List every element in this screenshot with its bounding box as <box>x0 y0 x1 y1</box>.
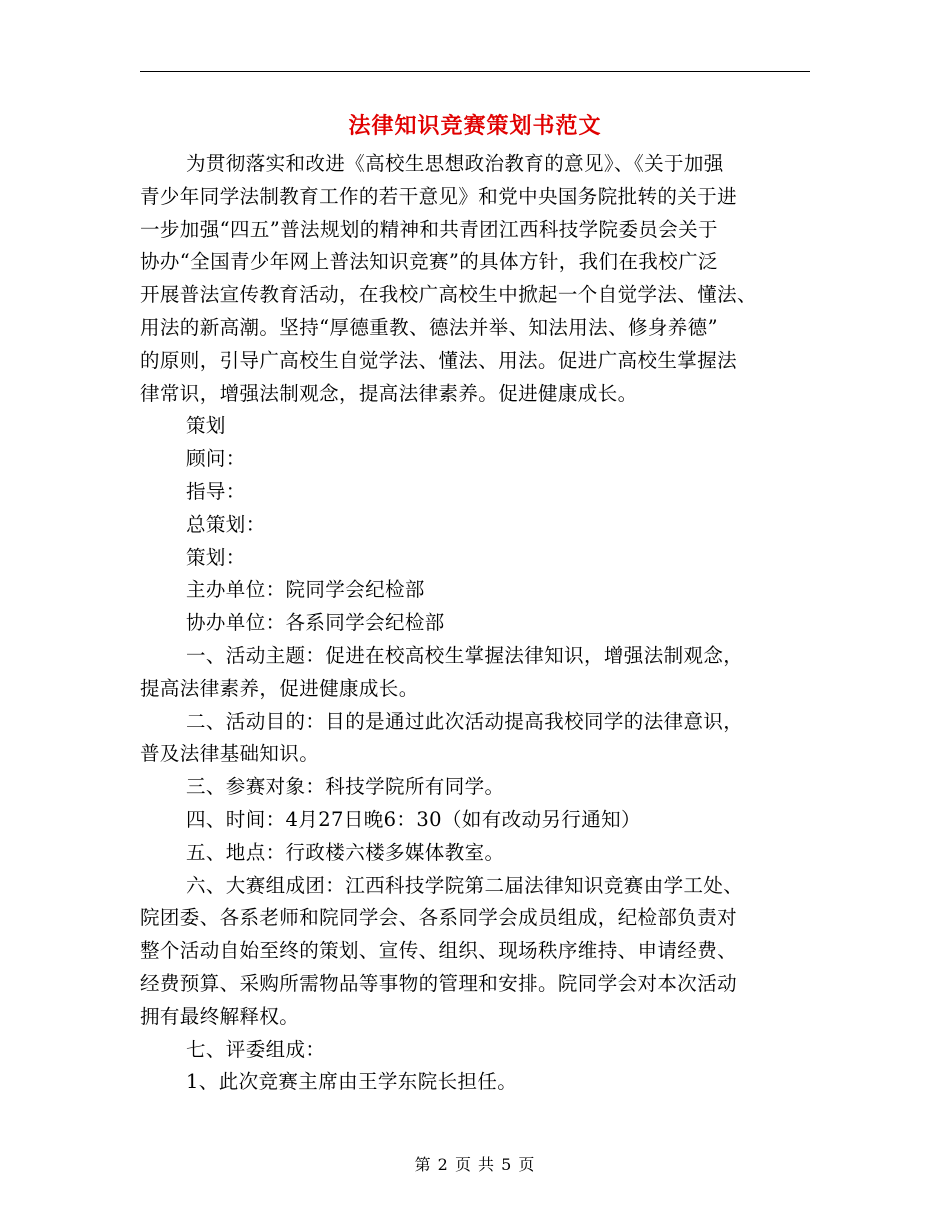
body-line: 青少年同学法制教育工作的若干意见》和党中央国务院批转的关于进 <box>140 184 738 208</box>
body-line: 六、大赛组成团：江西科技学院第二届法律知识竞赛由学工处、 <box>186 873 744 897</box>
body-line: 经费预算、采购所需物品等事物的管理和安排。院同学会对本次活动 <box>140 971 738 995</box>
body-line: 开展普法宣传教育活动，在我校广高校生中掀起一个自觉学法、懂法、 <box>140 283 757 307</box>
page-footer: 第 2 页 共 5 页 <box>414 1155 536 1174</box>
body-line: 主办单位：院同学会纪检部 <box>186 578 425 602</box>
document-title: 法律知识竞赛策划书范文 <box>348 113 602 139</box>
body-line: 三、参赛对象：科技学院所有同学。 <box>186 775 505 799</box>
body-line: 一步加强“四五”普法规划的精神和共青团江西科技学院委员会关于 <box>140 217 718 241</box>
body-line: 协办“全国青少年网上普法知识竞赛”的具体方针，我们在我校广泛 <box>140 250 718 274</box>
body-line: 为贯彻落实和改进《高校生思想政治教育的意见》、《关于加强 <box>186 152 724 175</box>
body-line: 总策划： <box>186 512 266 536</box>
header-rule <box>140 71 810 72</box>
body-line: 四、时间：4月27日晚6：30（如有改动另行通知） <box>186 807 641 831</box>
body-line: 的原则，引导广高校生自觉学法、懂法、用法。促进广高校生掌握法 <box>140 348 738 372</box>
body-line: 用法的新高潮。坚持“厚德重教、德法并举、知法用法、修身养德” <box>140 315 718 339</box>
body-line: 七、评委组成： <box>186 1037 326 1061</box>
body-line: 律常识，增强法制观念，提高法律素养。促进健康成长。 <box>140 381 638 405</box>
document-body <box>140 148 810 1099</box>
body-line: 院团委、各系老师和院同学会、各系同学会成员组成，纪检部负责对 <box>140 906 738 930</box>
body-line: 整个活动自始至终的策划、宣传、组织、现场秩序维持、申请经费、 <box>140 939 738 963</box>
body-line: 顾问： <box>186 447 246 471</box>
body-line: 策划 <box>186 414 226 438</box>
body-line: 拥有最终解释权。 <box>140 1004 300 1028</box>
body-line: 五、地点：行政楼六楼多媒体教室。 <box>186 840 505 864</box>
body-line: 二、活动目的：目的是通过此次活动提高我校同学的法律意识， <box>186 709 744 733</box>
body-line: 一、活动主题：促进在校高校生掌握法律知识，增强法制观念， <box>186 643 744 667</box>
body-line: 1、此次竞赛主席由王学东院长担任。 <box>186 1070 518 1094</box>
body-line: 指导： <box>186 479 246 503</box>
body-line: 提高法律素养，促进健康成长。 <box>140 676 419 700</box>
body-line: 策划： <box>186 545 246 569</box>
body-line: 普及法律基础知识。 <box>140 742 320 766</box>
body-line: 协办单位：各系同学会纪检部 <box>186 611 445 635</box>
